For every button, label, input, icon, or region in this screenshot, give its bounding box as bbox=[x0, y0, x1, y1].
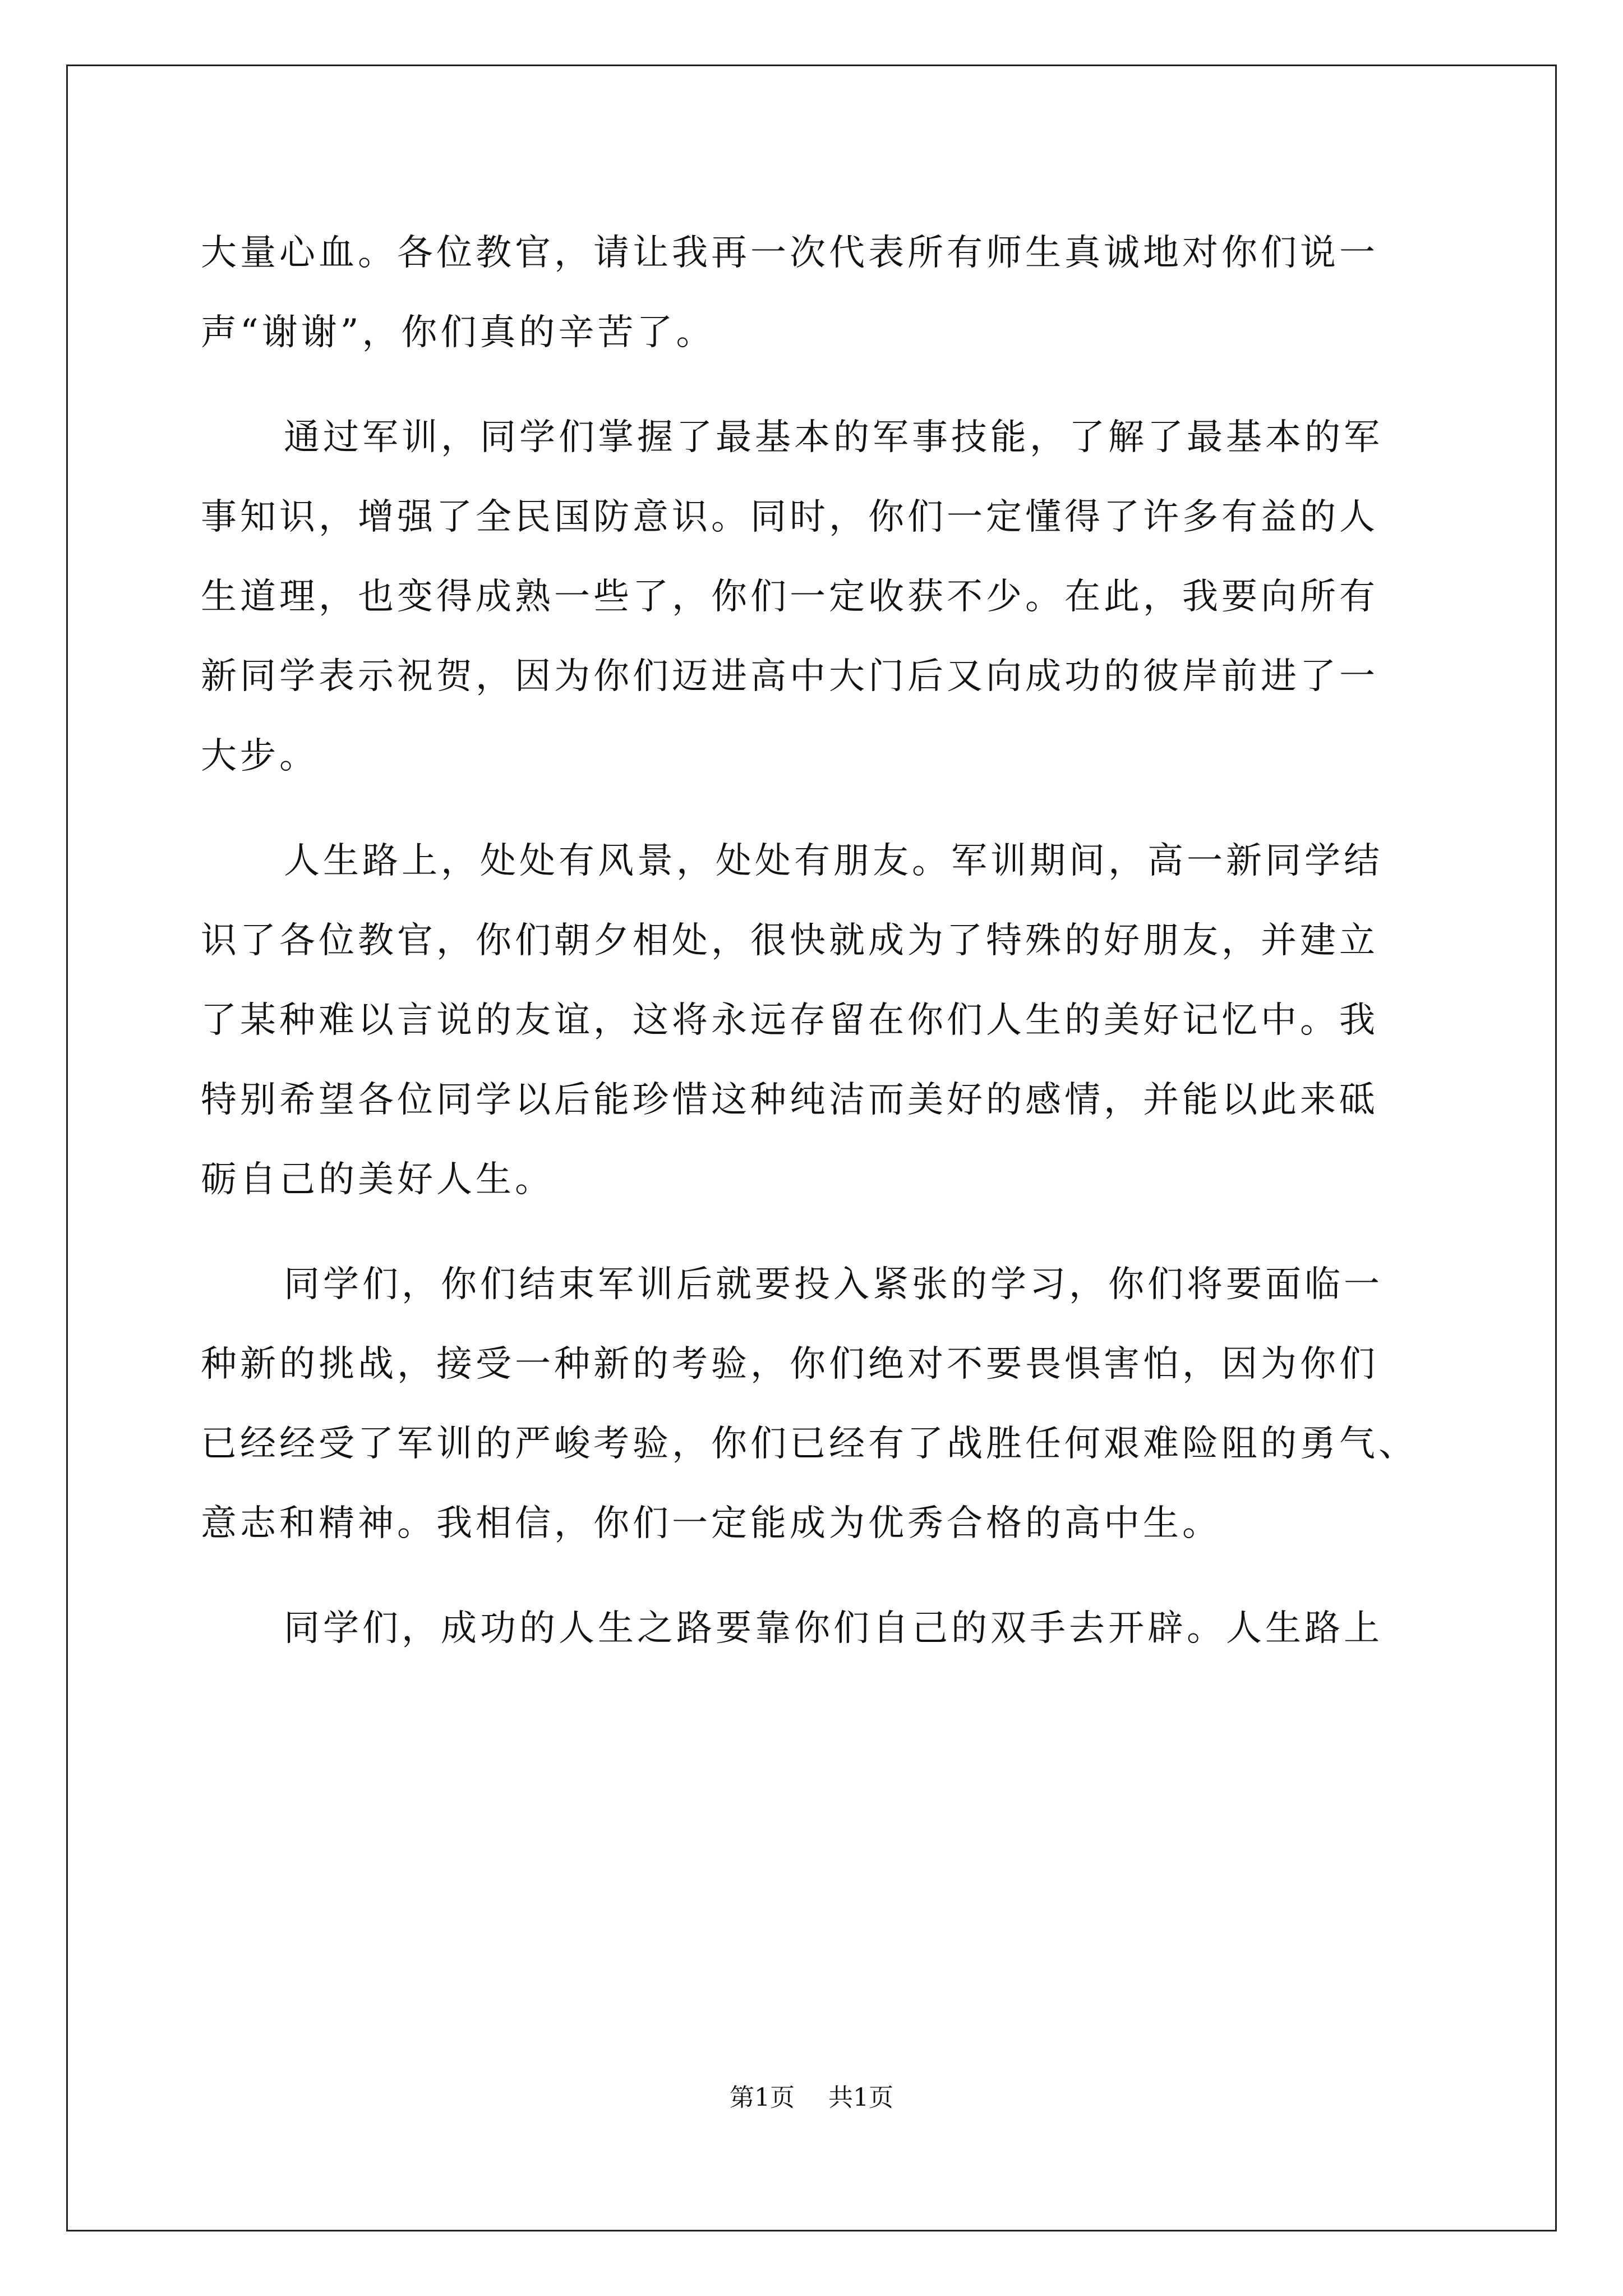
page-number: 第1页 bbox=[730, 2083, 795, 2112]
text-line: 大步。 bbox=[201, 735, 319, 777]
text-line: 种新的挑战，接受一种新的考验，你们绝对不要畏惧害怕，因为你们 bbox=[201, 1343, 1378, 1385]
text-line: 新同学表示祝贺，因为你们迈进高中大门后又向成功的彼岸前进了一 bbox=[201, 656, 1378, 697]
text-line: 大量心血。各位教官，请让我再一次代表所有师生真诚地对你们说一 bbox=[201, 232, 1378, 274]
text-line: 同学们，成功的人生之路要靠你们自己的双手去开辟。人生路上 bbox=[284, 1608, 1383, 1649]
paragraph bbox=[201, 398, 1435, 796]
text-line: 同学们，你们结束军训后就要投入紧张的学习，你们将要面临一 bbox=[284, 1264, 1383, 1305]
document-body bbox=[201, 213, 1435, 1668]
text-line: 声“谢谢”，你们真的辛苦了。 bbox=[201, 312, 716, 353]
text-line: 了某种难以言说的友谊，这将永远存留在你们人生的美好记忆中。我 bbox=[201, 1000, 1378, 1041]
paragraph bbox=[201, 1589, 1435, 1668]
text-line: 特别希望各位同学以后能珍惜这种纯洁而美好的感情，并能以此来砥 bbox=[201, 1079, 1378, 1121]
page-total: 共1页 bbox=[828, 2083, 893, 2112]
text-line: 人生路上，处处有风景，处处有朋友。军训期间，高一新同学结 bbox=[284, 840, 1383, 882]
page-footer bbox=[0, 2081, 1623, 2115]
text-line: 砺自己的美好人生。 bbox=[201, 1159, 554, 1200]
text-line: 已经经受了军训的严峻考验，你们已经有了战胜任何艰难险阻的勇气、 bbox=[201, 1423, 1418, 1465]
text-line: 事知识，增强了全民国防意识。同时，你们一定懂得了许多有益的人 bbox=[201, 496, 1378, 538]
paragraph bbox=[201, 1245, 1435, 1563]
text-line: 通过军训，同学们掌握了最基本的军事技能，了解了最基本的军 bbox=[284, 417, 1383, 458]
text-line: 识了各位教官，你们朝夕相处，很快就成为了特殊的好朋友，并建立 bbox=[201, 920, 1378, 961]
text-line: 生道理，也变得成熟一些了，你们一定收获不少。在此，我要向所有 bbox=[201, 576, 1378, 618]
paragraph bbox=[201, 821, 1435, 1220]
paragraph bbox=[201, 213, 1435, 372]
text-line: 意志和精神。我相信，你们一定能成为优秀合格的高中生。 bbox=[201, 1503, 1221, 1544]
